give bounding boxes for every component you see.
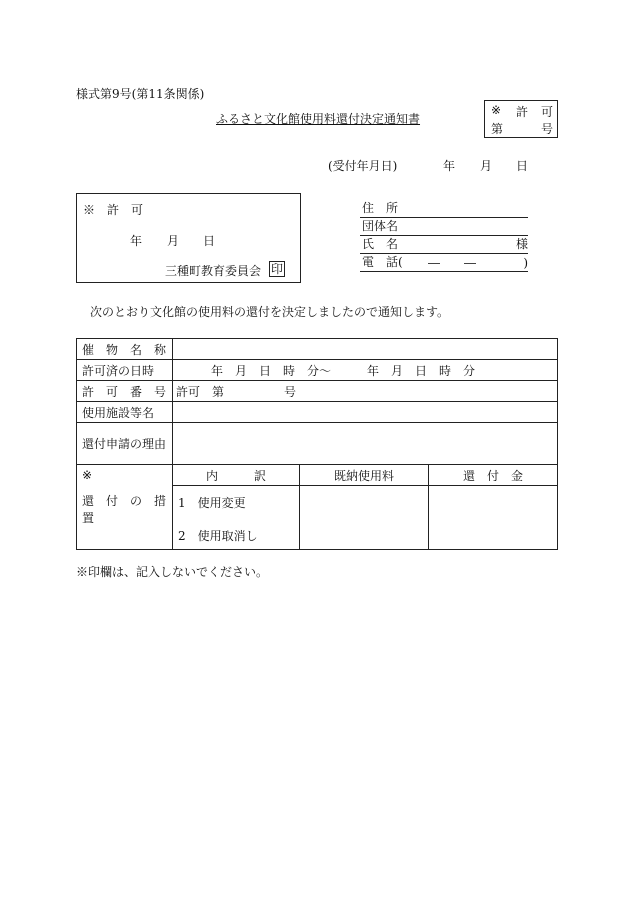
col-detail-header: 内 訳	[173, 465, 300, 486]
table-row	[77, 339, 558, 360]
received-year: 年	[443, 159, 456, 173]
paid-fee-field[interactable]	[300, 486, 429, 550]
refund-amount-field[interactable]	[429, 486, 558, 550]
phone-line	[360, 255, 528, 272]
table-row	[77, 360, 558, 381]
group-line	[360, 219, 528, 236]
official-stamp-box	[484, 100, 558, 138]
table-row	[77, 381, 558, 402]
phone-close: )	[523, 256, 528, 270]
intro-text: 次のとおり文化館の使用料の還付を決定しましたので通知します。	[90, 305, 450, 319]
table-row	[77, 402, 558, 423]
stamp-kyo: 許	[516, 105, 529, 119]
permit-month: 月	[167, 234, 180, 248]
phone-dash-1: ―	[428, 256, 440, 270]
stamp-go: 号	[541, 122, 554, 136]
event-name-field[interactable]	[173, 339, 558, 360]
address-label: 住 所	[362, 201, 399, 215]
permit-heading: ※ 許 可	[83, 203, 144, 217]
measure-cell	[77, 465, 179, 550]
permit-number-field[interactable]: 許可 第 号	[173, 381, 558, 402]
col-paid-header: 既納使用料	[300, 465, 429, 486]
permit-datetime-field[interactable]: 年 月 日 時 分〜 年 月 日 時 分	[173, 360, 558, 381]
facility-field[interactable]	[173, 402, 558, 423]
address-line	[360, 201, 528, 218]
document-title: ふるさと文化館使用料還付決定通知書	[216, 112, 421, 126]
refund-table	[76, 338, 558, 550]
phone-dash-2: ―	[464, 256, 476, 270]
detail-item-2: 2 使用取消し	[178, 529, 258, 543]
permit-issuer: 三種町教育委員会	[165, 264, 262, 278]
permit-datetime-label: 許可済の日時	[77, 360, 173, 381]
stamp-mark: ※	[491, 103, 502, 117]
phone-label: 電 話(	[362, 255, 403, 269]
group-label: 団体名	[362, 219, 399, 233]
name-line	[360, 237, 528, 254]
received-month: 月	[480, 159, 493, 173]
permit-number-label: 許 可 番 号	[77, 381, 173, 402]
detail-cell	[173, 486, 300, 550]
permit-year: 年	[130, 234, 143, 248]
permit-box	[76, 193, 301, 283]
received-day: 日	[516, 159, 529, 173]
table-row	[77, 465, 558, 486]
stamp-ka: 可	[541, 105, 554, 119]
honorific: 様	[515, 237, 528, 251]
col-refund-header: 還 付 金	[429, 465, 558, 486]
name-label: 氏 名	[362, 237, 399, 251]
seal-mark: 印	[271, 262, 284, 276]
facility-label: 使用施設等名	[77, 402, 173, 423]
footnote: ※印欄は、記入しないでください。	[76, 565, 269, 579]
reason-field[interactable]	[173, 423, 558, 465]
reason-label: 還付申請の理由	[77, 423, 173, 465]
stamp-dai: 第	[491, 122, 504, 136]
permit-day: 日	[203, 234, 216, 248]
detail-item-1: 1 使用変更	[178, 496, 246, 510]
measure-label: 還 付 の 措 置	[82, 494, 179, 525]
measure-mark: ※	[82, 468, 93, 482]
event-name-label: 催 物 名 称	[77, 339, 173, 360]
received-date-label: (受付年月日)	[328, 159, 398, 173]
form-number: 様式第9号(第11条関係)	[76, 87, 205, 101]
table-row	[77, 423, 558, 465]
